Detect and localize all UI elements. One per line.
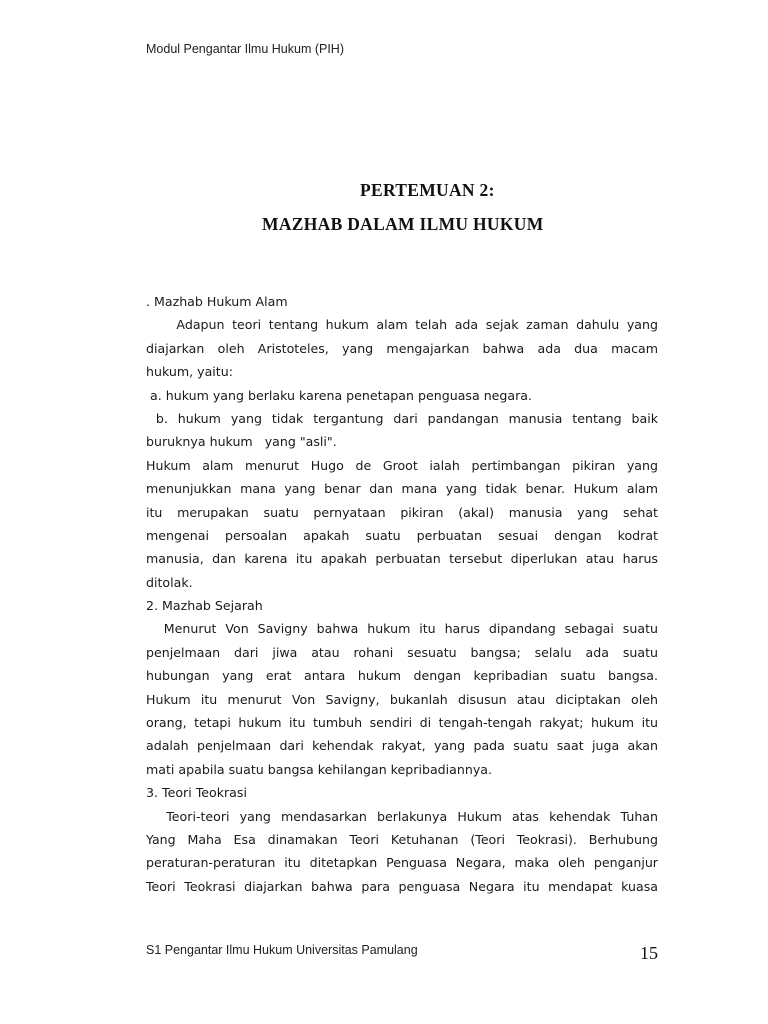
text-line: Hukum alam menurut Hugo de Groot ialah pertimbangan pikiran yang: [146, 457, 658, 473]
page-number: 15: [640, 943, 658, 963]
text-line: adalah penjelmaan dari kehendak rakyat, yang pada suatu saat juga akan: [146, 738, 658, 754]
text-line: diajarkan oleh Aristoteles, yang mengajarkan bahwa ada dua macam: [146, 340, 658, 356]
text-line: orang, tetapi hukum itu tumbuh sendiri di tengah-tengah rakyat; hukum itu: [146, 715, 658, 731]
body-text: [146, 290, 658, 898]
text-line: peraturan-peraturan itu ditetapkan Penguasa Negara, maka oleh penganjur: [146, 855, 658, 871]
text-line: Teori-teori yang mendasarkan berlakunya Hukum atas kehendak Tuhan: [146, 808, 658, 824]
text-line: mati apabila suatu bangsa kehilangan kepribadiannya.: [146, 761, 493, 777]
text-line: Teori Teokrasi diajarkan bahwa para penguasa Negara itu mendapat kuasa: [146, 878, 658, 894]
text-line: hukum, yaitu:: [146, 364, 233, 380]
text-line: ditolak.: [146, 574, 193, 590]
chapter-number: PERTEMUAN 2:: [360, 180, 495, 200]
text-line: buruknya hukum yang "asli".: [146, 434, 337, 450]
text-line: . Mazhab Hukum Alam: [146, 294, 288, 309]
text-line: itu merupakan suatu pernyataan pikiran (akal) manusia yang sehat: [146, 504, 658, 520]
text-line: Menurut Von Savigny bahwa hukum itu harus dipandang sebagai suatu: [146, 621, 658, 637]
running-header: Modul Pengantar Ilmu Hukum (PIH): [146, 42, 344, 56]
text-line: penjelmaan dari jiwa atau rohani sesuatu bangsa; selalu ada suatu: [146, 644, 658, 660]
text-line: Yang Maha Esa dinamakan Teori Ketuhanan (Teori Teokrasi). Berhubung: [146, 831, 658, 847]
text-line: manusia, dan karena itu apakah perbuatan tersebut diperlukan atau harus: [146, 551, 658, 567]
text-line: b. hukum yang tidak tergantung dari pandangan manusia tentang baik: [146, 410, 658, 426]
chapter-title: MAZHAB DALAM ILMU HUKUM: [262, 214, 544, 234]
text-line: hubungan yang erat antara hukum dengan kepribadian suatu bangsa.: [146, 668, 658, 684]
text-line: 3. Teori Teokrasi: [146, 785, 247, 801]
text-line: menunjukkan mana yang benar dan mana yang tidak benar. Hukum alam: [146, 481, 658, 497]
text-line: Adapun teori tentang hukum alam telah ada sejak zaman dahulu yang: [146, 317, 658, 333]
text-line: 2. Mazhab Sejarah: [146, 598, 263, 614]
text-line: Hukum itu menurut Von Savigny, bukanlah disusun atau diciptakan oleh: [146, 691, 658, 707]
text-line: mengenai persoalan apakah suatu perbuatan sesuai dengan kodrat: [146, 527, 658, 543]
running-footer: S1 Pengantar Ilmu Hukum Universitas Pamulang: [146, 943, 418, 957]
text-line: a. hukum yang berlaku karena penetapan penguasa negara.: [146, 387, 533, 403]
